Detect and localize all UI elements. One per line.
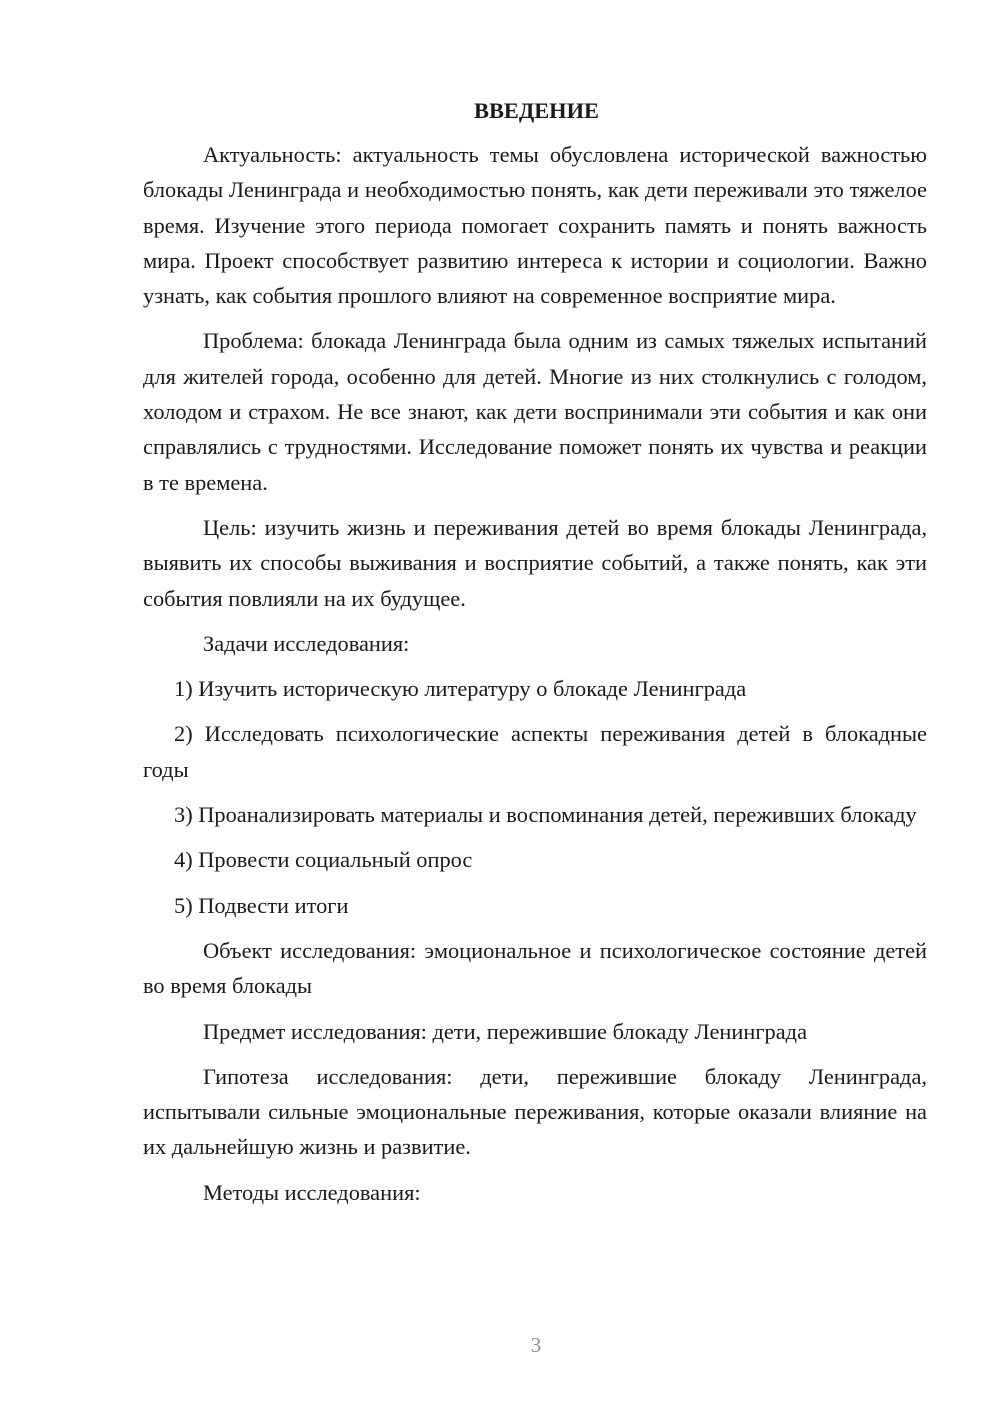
paragraph-object: Объект исследования: эмоциональное и психологическое состояние детей во время блокады [143, 937, 927, 999]
task-item-2: 2) Исследовать психологические аспекты переживания детей в блокадные годы [143, 721, 927, 782]
page-content [143, 95, 927, 1220]
paragraph-problem: Проблема: блокада Ленинграда была одним из самых тяжелых испытаний для жителей города, особенно для детей. Многие из них столкнулись с голодом, холодом и страхом. Не все знают, как дети воспринимали эти события и как они справлялись с трудностями. Исследование поможет понять их чувства и реакции в те времена. [143, 328, 927, 495]
section-title: ВВЕДЕНИЕ [474, 98, 599, 123]
task-item-3: 3) Проанализировать материалы и воспоминания детей, переживших блокаду [174, 802, 917, 828]
paragraph-hypothesis: Гипотеза исследования: дети, пережившие блокаду Ленинграда, испытывали сильные эмоциональные переживания, которые оказали влияние на их дальнейшую жизнь и развитие. [143, 1063, 927, 1160]
task-item-4: 4) Провести социальный опрос [174, 847, 473, 873]
paragraph-goal: Цель: изучить жизнь и переживания детей во время блокады Ленинграда, выявить их способы выживания и восприятие событий, а также понять, как эти события повлияли на их будущее. [143, 514, 927, 611]
tasks-heading: Задачи исследования: [203, 630, 410, 656]
task-item-5: 5) Подвести итоги [174, 892, 349, 918]
task-item-1: 1) Изучить историческую литературу о блокаде Ленинграда [174, 676, 747, 702]
methods-heading: Методы исследования: [203, 1179, 421, 1205]
paragraph-subject: Предмет исследования: дети, пережившие блокаду Ленинграда [203, 1018, 808, 1044]
page-number: 3 [530, 1333, 542, 1357]
paragraph-relevance: Актуальность: актуальность темы обусловлена исторической важностью блокады Ленинграда и необходимостью понять, как дети переживали это тяжелое время. Изучение этого периода помогает сохранить память и понять важность мира. Проект способствует развитию интереса к истории и социологии. Важно узнать, как события прошлого влияют на современное восприятие мира. [143, 142, 927, 309]
